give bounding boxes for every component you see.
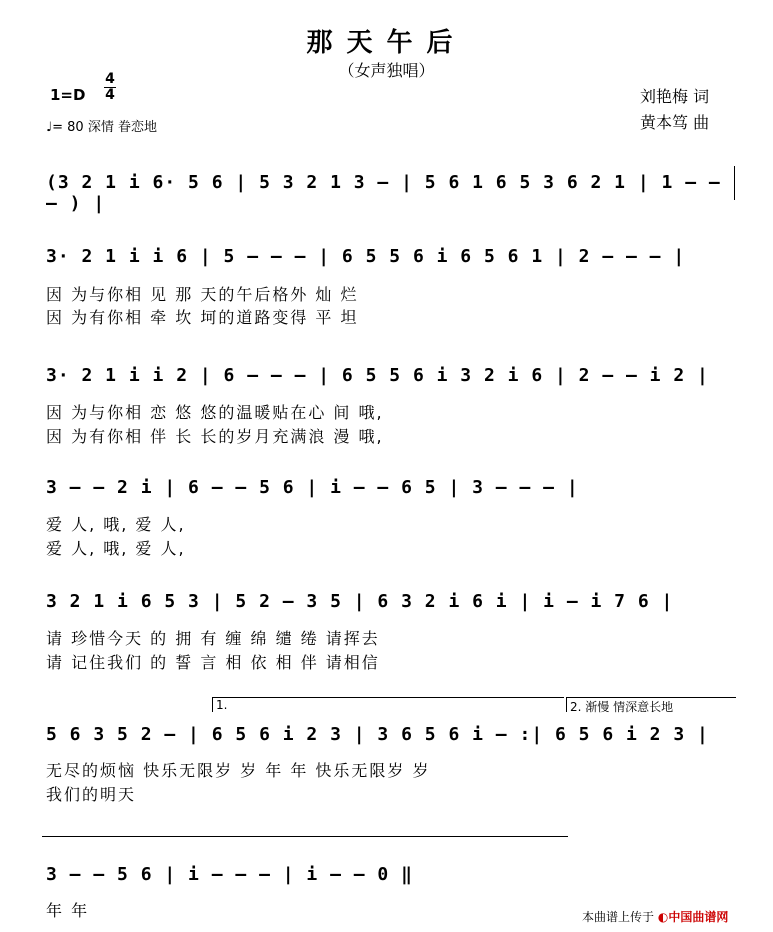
notation: 3 – – 5 6 | i – – – | i – – 0 ‖ <box>46 864 413 885</box>
score-line-3 <box>46 365 736 395</box>
lyric-verse-2: 请 记住我们 的 誓 言 相 依 相 伴 请相信 <box>46 653 380 672</box>
meter-top: 4 <box>105 71 115 87</box>
lyric-verse-1: 因 为与你相 见 那 天的午后格外 灿 烂 <box>46 285 359 304</box>
song-subtitle: （女声独唱） <box>338 61 435 80</box>
lyric-verse-2: 我们的明天 <box>46 785 137 804</box>
score-line-6 <box>46 724 736 754</box>
meter-bottom: 4 <box>105 87 115 103</box>
score-line-2 <box>46 246 736 276</box>
lyricist: 刘艳梅 词 <box>640 87 710 106</box>
footer-credit <box>582 908 728 925</box>
site-logo[interactable]: ◐中国曲谱网 <box>657 910 729 924</box>
second-ending: 2. 渐慢 情深意长地 <box>566 697 736 712</box>
notation: 3· 2 1 i i 6 | 5 – – – | 6 5 5 6 i 6 5 6 1 | 2 – – – | <box>46 246 686 267</box>
notation: 3 2 1 i 6 5 3 | 5 2 – 3 5 | 6 3 2 i 6 i | i – i 7 6 | <box>46 591 674 612</box>
lyric-verse-2: 因 为有你相 伴 长 长的岁月充满浪 漫 哦, <box>46 427 384 446</box>
song-title: 那天午后 <box>306 28 467 58</box>
score-line-5 <box>46 591 736 621</box>
lyric-verse-1: 爱 人, 哦, 爱 人, <box>46 515 186 534</box>
first-ending: 1. <box>212 697 564 712</box>
time-signature <box>104 72 116 103</box>
notation: 3· 2 1 i i 2 | 6 – – – | 6 5 5 6 i 3 2 i 6 | 2 – – i 2 | <box>46 365 709 386</box>
score-line-7 <box>46 864 736 894</box>
lyric-verse-1: 无尽的烦恼 快乐无限岁 岁 年 年 快乐无限岁 岁 <box>46 761 431 780</box>
barline <box>734 166 735 200</box>
lyric-verse-1: 请 珍惜今天 的 拥 有 缠 绵 缱 绻 请挥去 <box>46 629 380 648</box>
credits <box>640 84 709 136</box>
notation: (3 2 1 i 6· 5 6 | 5 3 2 1 3 – | 5 6 1 6 5 3 6 2 1 | 1 – – – ) | <box>46 172 721 214</box>
coda-bracket <box>42 836 568 837</box>
lyric-verse-2: 因 为有你相 牵 坎 坷的道路变得 平 坦 <box>46 308 359 327</box>
composer: 黄本笃 曲 <box>640 113 710 132</box>
lyric-verse-1: 年 年 <box>46 901 90 920</box>
footer-text: 本曲谱上传于 <box>582 910 655 924</box>
notation: 5 6 3 5 2 – | 6 5 6 i 2 3 | 3 6 5 6 i – :| 6 5 6 i 2 3 | <box>46 724 709 745</box>
key-signature: 1=D <box>50 86 86 104</box>
lyric-verse-2: 爱 人, 哦, 爱 人, <box>46 539 186 558</box>
tempo-marking: ♩= 80 深情 眷恋地 <box>46 120 157 135</box>
score-line-1 <box>46 172 736 214</box>
lyric-verse-1: 因 为与你相 恋 悠 悠的温暖贴在心 间 哦, <box>46 403 384 422</box>
score-line-4 <box>46 477 736 507</box>
notation: 3 – – 2 i | 6 – – 5 6 | i – – 6 5 | 3 – – – | <box>46 477 579 498</box>
